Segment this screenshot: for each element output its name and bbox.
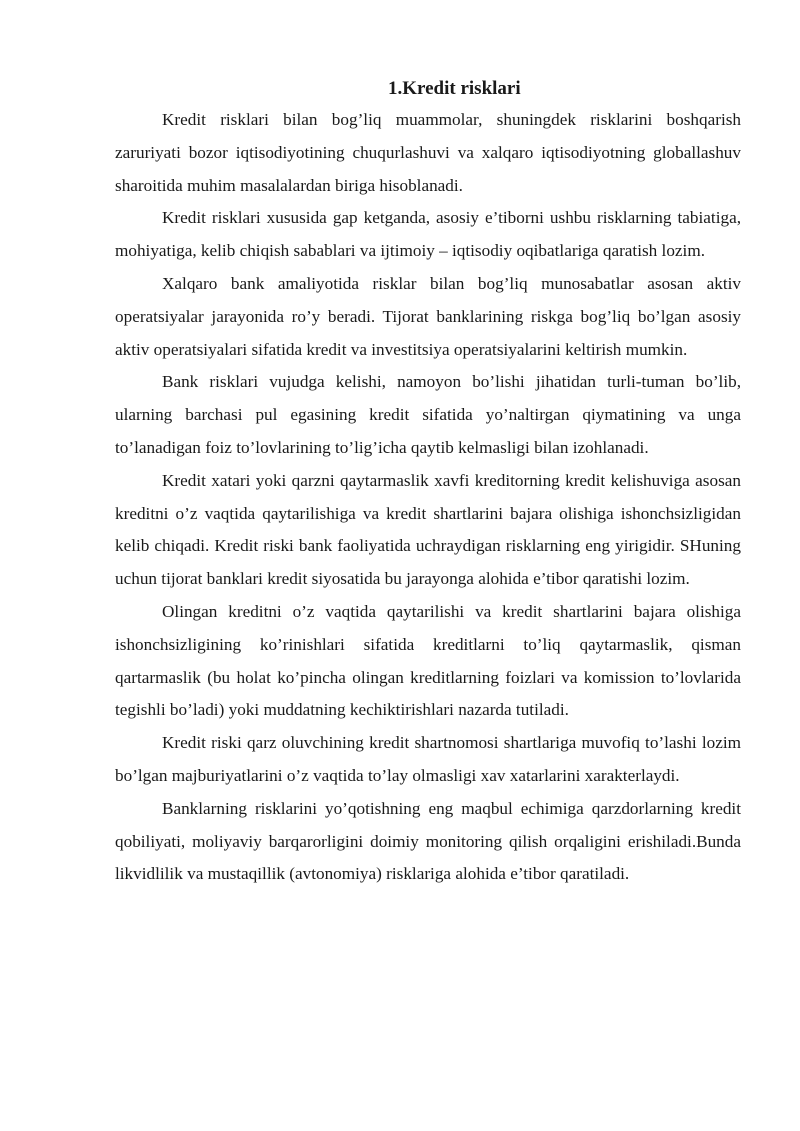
paragraph-2: Kredit risklari xususida gap ketganda, asosiy e’tiborni ushbu risklarning tabiatiga, mohiyatiga, kelib chiqish sabablari va ijtimoiy – iqtisodiy oqibatlariga qaratish lozim. [115,208,741,261]
paragraph-6: Olingan kreditni o’z vaqtida qaytarilishi va kredit shartlarini bajara olishiga ishonchsizligining ko’rinishlari sifatida kreditlarni to’liq qaytarmaslik, qisman qartarmaslik (bu holat ko’pincha olingan kreditlarning foizlari va komission to’lovlarida tegishli bo’ladi) yoki muddatning kechiktirishlari nazarda tutiladi. [115,601,741,720]
paragraph-7: Kredit riski qarz oluvchining kredit shartnomosi shartlariga muvofiq to’lashi lozim bo’lgan majburiyatlarini o’z vaqtida to’lay olmasligi xav xatarlarini xarakterlaydi. [115,733,741,785]
paragraph-4: Bank risklari vujudga kelishi, namoyon bo’lishi jihatidan turli-tuman bo’lib, ularning barchasi pul egasining kredit sifatida yo’naltirgan qiymatining va unga to’lanadigan foiz to’lovlarining to’lig’icha qaytib kelmasligi bilan izohlanadi. [115,372,741,457]
paragraph-5: Kredit xatari yoki qarzni qaytarmaslik xavfi kreditorning kredit kelishuviga asosan kreditni o’z vaqtida qaytarilishiga va kredit shartlarini bajara olishiga ishonchsizligidan kelib chiqadi. Kredit riski bank faoliyatida uchraydigan risklarning eng yirigidir. SHuning uchun tijorat banklari kredit siyosatida bu jarayonga alohida e’tibor qaratishi lozim. [115,470,741,589]
document-page [115,76,741,891]
paragraph-1: Kredit risklari bilan bog’liq muammolar, shuningdek risklarini boshqarish zaruriyati bozor iqtisodiyotining chuqurlashuvi va xalqaro iqtisodiyotning globallashuv sharoitida muhim masalalardan biriga hisoblanadi. [115,110,741,195]
section-title: 1.Kredit risklari [388,78,521,99]
paragraph-8: Banklarning risklarini yo’qotishning eng maqbul echimiga qarzdorlarning kredit qobiliyati, moliyaviy barqarorligini doimiy monitoring qilish orqaligini erishiladi.Bunda likvidlilik va mustaqillik (avtonomiya) risklariga alohida e’tibor qaratiladi. [115,798,741,884]
paragraph-3: Xalqaro bank amaliyotida risklar bilan bog’liq munosabatlar asosan aktiv operatsiyalar jarayonida ro’y beradi. Tijorat banklarining riskga bog’liq bo’lgan asosiy aktiv operatsiyalari sifatida kredit va investitsiya operatsiyalarini keltirish mumkin. [115,273,741,359]
